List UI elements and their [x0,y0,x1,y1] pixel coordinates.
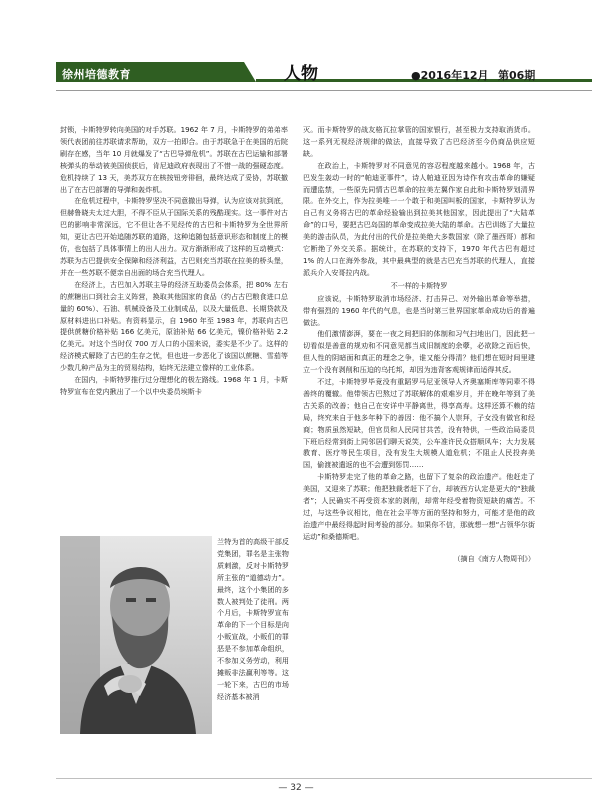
section-title: 人物 [284,64,318,84]
paragraph: 应该说，卡斯特罗取消市场经济、打击异己、对外输出革命等举措，带有强烈的 1960 年代的气息，也是当时第三世界国家革命成功后的普遍做法。 [303,293,535,327]
paragraph: 不过，卡斯特罗毕竟没有重蹈罗马尼亚领导人齐奥塞斯库等同辈不得善终的覆辙。他带领古巴熬过了苏联解体的艰难岁月，并在晚年等到了美古关系的改善；他自己在安详中平静离世，得享高寿。这样还算不赖的结局，终究来自于他多年种下的善因：他不搞个人崇拜，子女没有做官和经商；物质虽然短缺，但官员和人民同甘共苦，没有特供，一些政治局委员下班后经常到街上同邻居们聊天说笑，公车准许民众搭顺风车；大力发展教育、医疗等民生项目，没有发生大规模人道危机；不阻止人民投奔美国，偷渡被遣返的也不会遭到惩罚…… [303,377,535,470]
header-rule [56,90,592,91]
paragraph: 在危机过程中，卡斯特罗坚决不同意撤出导弹，认为应该对抗到底，但赫鲁晓夫太过大胆，不得不臣从于国际关系的残酷现实。这一事件对古巴的影响非常深远，它不但让各不见经传的古巴和卡斯特罗为全世界所知，更让古巴开始追随苏联的道路，这种追随包括意识形态和制度上的模仿，也包括了具体事情上的出人出力。双方渐渐形成了这样的互动模式：苏联为古巴提供安全保障和经济利益，古巴则充当苏联在拉美的桥头堡，并在一些苏联不便亲自出面的场合充当代理人。 [60,196,288,277]
paragraph: 灭。而卡斯特罗的战友格瓦拉掌管的国家银行，甚至极力支持取消货币。这一系列无视经济规律的做法，直接导致了古巴经济至今仍商品供应短缺。 [303,125,535,158]
paragraph: 卡斯特罗走完了他的革命之路，也留下了复杂的政治遗产。他赶走了美国，又迎来了苏联；他把独裁者赶下了台，却被西方认定是更大的“独裁者”；人民确实不再受资本家的剥削，却常年经受着物资短缺的痛苦。不过，与这些争议相比，他在社会平等方面的坚持和努力，可能才是他的政治遗产中最经得起时间考验的部分。如果你不信，那就想一想“占领华尔街运动”和桑德斯吧。 [303,472,535,541]
text-beside-photo: 兰特为首的高级干部反党集团，罪名是主张物质刺激，反对卡斯特罗所主张的“道德动力”。最终，这个小集团的多数人被判处了徒刑。两个月后，卡斯特罗宣布革命的下一个目标是向小贩宣战，小贩们的罪恶是不参加革命组织，不参加义务劳动，利用摊贩非法赢利等等。这一轮下来，古巴的市场经济基本被消 [217,537,289,701]
issue-number: 第06期 [498,69,536,82]
page-header [0,0,592,120]
source-credit: （摘自《南方人物周刊》） [453,553,535,563]
portrait-photo-art [60,536,212,734]
issue-date: ●2016年12月 [411,69,489,82]
page-number: — 32 — [278,783,314,793]
paragraph: 封锁，卡斯特罗转向美国的对手苏联。1962 年 7 月，卡斯特罗的弟弟率领代表团前往苏联请求帮助，双方一拍即合。由于苏联急于在美国的后院刷存在感，当年 10 月就爆发了“古巴导弹危机”。苏联在古巴运输和部署核弹头的举动被美国侦获后，肯尼迪政府表现出了不惜一战的强硬态度。危机持续了 13 天，美苏双方在核按钮旁徘徊，最终达成了妥协，苏联撤出了在古巴部署的导弹和轰炸机。 [60,125,288,194]
right-column [303,124,535,565]
subheading: 不一样的卡斯特罗 [390,280,448,290]
portrait-photo-icon [60,536,212,734]
paragraph: 在经济上，古巴加入苏联主导的经济互助委员会体系，把 80% 左右的蔗糖出口到社会主义阵营，换取其他国家的食品（约占古巴粮食进口总量的 60%）、石油、机械设备及工业制成品，以及大量低息、长期贷款及原材料进出口补贴。有资料显示，自 1960 年至 1983 年，苏联向古巴提供蔗糖价格补贴 166 亿美元，原油补贴 66 亿美元，镍价格补贴 2.2 亿美元。对这个当时仅 700 万人口的小国来说，委实是不少了。这样的经济模式解除了古巴的生存之忧，但也进一步恶化了该国以蔗糖、雪茄等少数几种产品为主的贸易结构，始终无法建立像样的工业体系。 [60,279,288,373]
paragraph: 在国内，卡斯特罗推行过分理想化的极左路线。1968 年 1 月，卡斯特罗宣布在党内揪出了一个以中央委员埃斯卡 [60,375,288,396]
footer-rule [56,778,592,779]
paragraph: 他们激情澎湃，要在一夜之间把旧的体制和习气扫地出门，因此把一切看似是善意的规劝和不同意见都当成旧制度的余孽，必欲除之而后快，但人性的阴暗面和真正的理念之争，谁又能分得清？他们想在短时间里建立一个没有剥削和压迫的乌托邦，却因为违背客观规律而适得其反。 [303,329,535,375]
left-column [60,124,288,398]
publication-name: 徐州培德教育 [62,68,131,81]
paragraph: 在政治上，卡斯特罗对不同意见的容忍程度越来越小。1968 年，古巴发生轰动一时的“帕迪亚事件”，诗人帕迪亚因为诗作有攻击革命的嫌疑而遭监禁，一些原先同情古巴革命的拉美左翼作家自此和卡斯特罗划清界限。在外交上，作为拉美唯一一个敢于和美国叫板的国家，卡斯特罗认为自己有义务将古巴的革命经验输出到拉美其他国家，因此提出了“大陆革命”的口号，要把古巴岛国的革命变成拉美大陆的革命。古巴训练了大量拉美的游击队员，为此付出的代价是拉美绝大多数国家（除了墨西哥）都和它断绝了外交关系。据统计，在苏联的支持下，1970 年代古巴有超过 1% 的人口在海外参战，其中最典型的就是古巴充当苏联的代理人，直接派兵介入安哥拉内战。 [303,160,535,277]
